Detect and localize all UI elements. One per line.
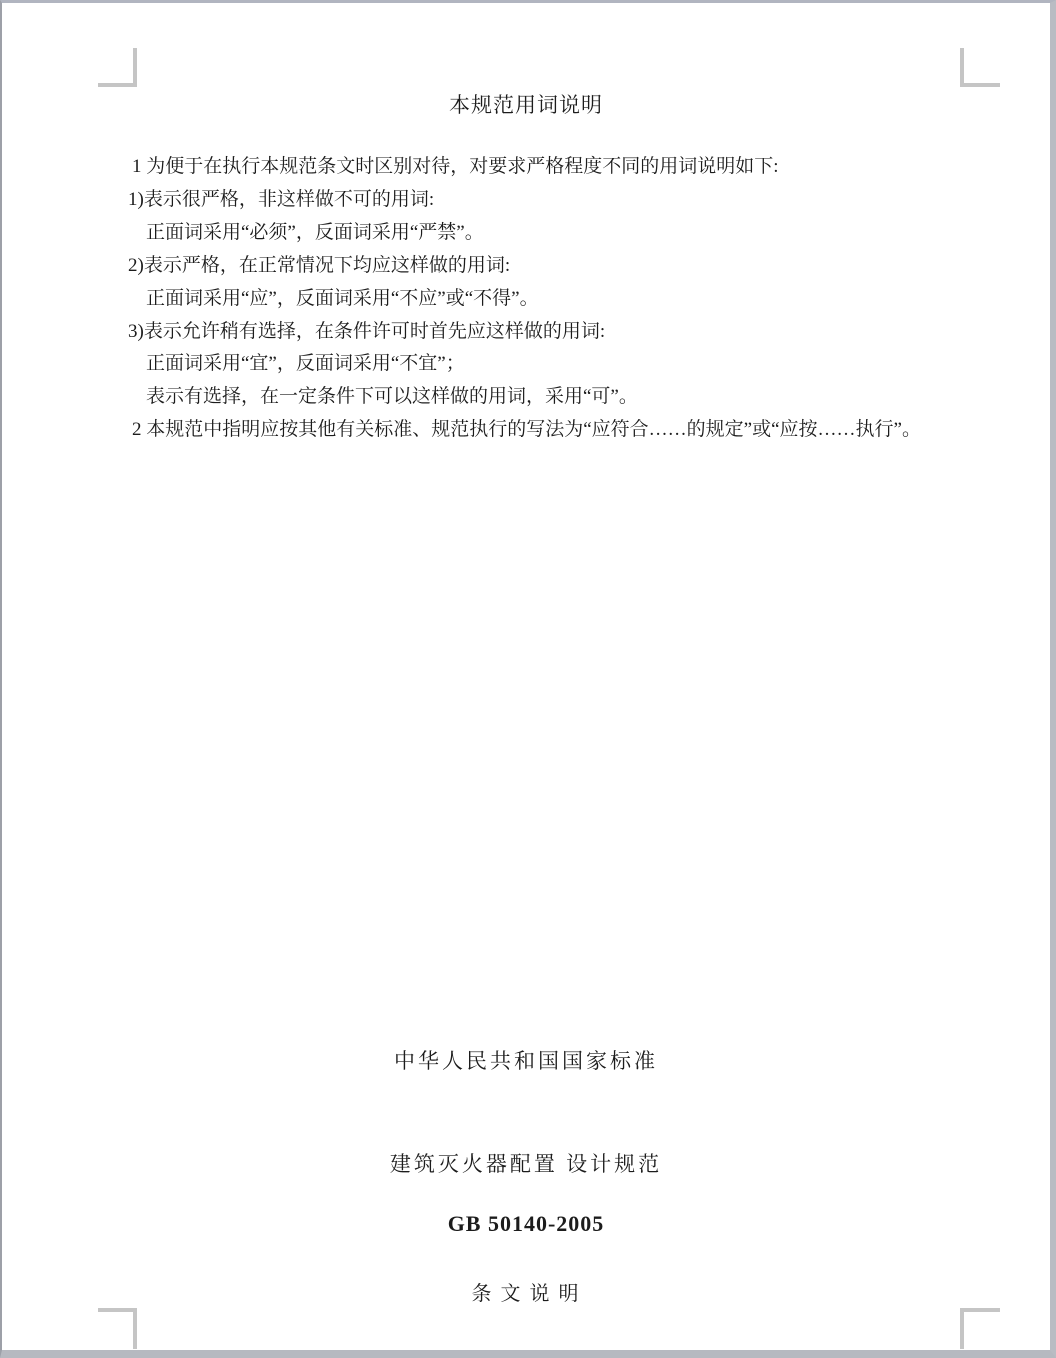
crop-mark-vertical-line [133,1308,137,1349]
crop-mark-horizontal-line [98,1308,137,1312]
section-title: 本规范用词说明 [449,93,603,117]
standard-title: 建筑灭火器配置 设计规范 [389,1152,663,1176]
standard-code: GB 50140-2005 [447,1211,605,1236]
crop-mark-horizontal-line [960,1308,1000,1312]
body-line: 1)表示很严格，非这样做不可的用词: [128,188,435,210]
standard-authority: 中华人民共和国国家标准 [394,1049,658,1073]
body-line: 正面词采用“必须”，反面词采用“严禁”。 [146,221,484,243]
crop-mark-horizontal-line [960,83,1000,87]
body-line: 正面词采用“应”，反面词采用“不应”或“不得”。 [146,287,539,309]
crop-mark-vertical-line [960,48,964,87]
body-line: 2)表示严格，在正常情况下均应这样做的用词: [128,254,511,276]
crop-mark-vertical-line [133,48,137,87]
crop-mark-horizontal-line [98,83,137,87]
document-type-label: 条 文 说 明 [471,1283,581,1305]
body-line: 正面词采用“宜”，反面词采用“不宜”； [146,353,465,375]
body-line: 1 为便于在执行本规范条文时区别对待，对要求严格程度不同的用词说明如下: [132,156,779,177]
body-text-block [128,151,1028,447]
body-line: 3)表示允许稍有选择，在条件许可时首先应这样做的用词: [128,320,606,342]
body-line: 表示有选择，在一定条件下可以这样做的用词，采用“可”。 [146,386,638,408]
body-line: 2 本规范中指明应按其他有关标准、规范执行的写法为“应符合……的规定”或“应按……执行”。 [132,419,921,441]
crop-mark-vertical-line [960,1308,964,1349]
